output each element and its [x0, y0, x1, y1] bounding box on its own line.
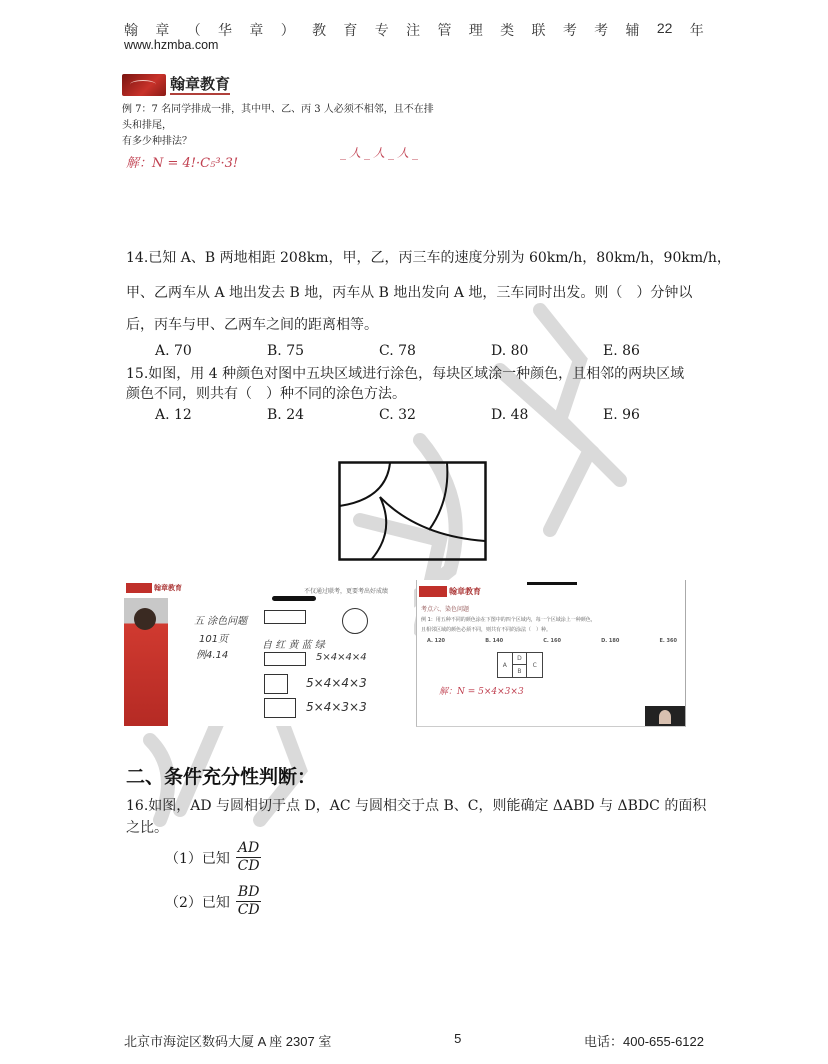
footer-phone: 电话：400-655-6122 [584, 1034, 704, 1049]
fraction-denominator: CD [237, 902, 260, 918]
fraction [236, 840, 261, 875]
option-c: C. 160 [543, 638, 561, 644]
fraction-numerator: AD [237, 840, 260, 856]
option-a: A. 120 [427, 638, 446, 644]
header-url[interactable]: www.hzmba.com [124, 38, 219, 52]
handwritten-formula: 5×4×4×4 [316, 652, 367, 663]
header-char: 考 [562, 22, 577, 38]
presenter-head-icon [659, 710, 671, 724]
option-b: B. 75 [267, 343, 305, 359]
question-15-options [155, 407, 715, 423]
handwritten-note: 101页 [199, 634, 229, 645]
option-e: E. 86 [603, 343, 640, 359]
option-c: C. 32 [379, 407, 416, 423]
handwritten-note: 自 红 黄 蓝 绿 [262, 640, 325, 651]
hand-drawn-circle [342, 608, 368, 634]
example-text: 例 1：用五种不同的颜色涂在下图中的四个区域内，每一个区域涂上一种颜色， [421, 617, 596, 623]
four-region-grid [497, 652, 543, 678]
example-line: 例 7：7 名同学排成一排，其中甲、乙、丙 3 人必须不相邻，且不在排头和排尾， [122, 104, 434, 131]
question-15-line: 颜色不同，则共有（ ）种不同的涂色方法。 [126, 386, 406, 402]
logo-mark-icon [419, 586, 447, 597]
brand-logo [126, 583, 182, 593]
brand-logo [122, 74, 442, 96]
header-char: 考 [594, 22, 609, 38]
presenter-head-icon [134, 608, 156, 630]
handwritten-solution: 解：N = 5×4×3×3 [439, 687, 524, 697]
header-char: 章 [249, 22, 264, 38]
header-char: 理 [468, 22, 483, 38]
toolbar-bar [272, 596, 316, 601]
option-d: D. 180 [601, 638, 620, 644]
option-d: D. 80 [491, 343, 529, 359]
example-snippet-image [122, 74, 442, 184]
handwritten-note: 五 涂色问题 [194, 616, 248, 627]
region-label: D [513, 653, 528, 665]
slogan: 不仅通过联考，更要考出好成绩 [304, 588, 389, 595]
header-char: 22 [656, 20, 673, 36]
question-14-line: 甲、乙两车从 A 地出发去 B 地，丙车从 B 地出发向 A 地，三车同时出发。则（ ）分钟以 [126, 285, 693, 301]
example-options [427, 638, 677, 644]
logo-text: 翰章教育 [154, 584, 182, 592]
brand-logo [419, 586, 481, 597]
logo-mark-icon [126, 583, 152, 593]
fraction [236, 884, 262, 919]
header-char: 类 [500, 22, 515, 38]
logo-text: 翰章教育 [170, 75, 231, 93]
header-char: 专 [374, 22, 389, 38]
example-text: 且相邻区域的颜色必须不同，则共有不同的涂法（ ）种。 [421, 627, 552, 633]
five-region-diagram [338, 461, 488, 562]
logo-text: 翰章教育 [449, 587, 481, 596]
example-question [122, 102, 442, 150]
footer-address: 北京市海淀区数码大厦 A 座 2307 室 [124, 1034, 332, 1049]
lecture-screenshot-1 [124, 580, 414, 726]
question-16-line: 之比。 [126, 820, 168, 836]
hand-drawn-grid [264, 698, 296, 718]
header-char: 翰 [124, 22, 138, 38]
presenter-video [124, 598, 168, 726]
hand-drawn-grid [264, 610, 306, 624]
region-label: B [513, 665, 528, 677]
header-char: 华 [218, 22, 233, 38]
header-char: 注 [406, 22, 421, 38]
page-number: 5 [454, 1031, 462, 1046]
option-c: C. 78 [379, 343, 416, 359]
hand-drawn-grid [264, 652, 306, 666]
option-d: D. 48 [491, 407, 529, 423]
topic-title: 考点六、染色问题 [421, 606, 470, 613]
toolbar-bar [527, 582, 577, 585]
logo-mark-icon [122, 74, 166, 96]
header-char: 联 [531, 22, 546, 38]
page-footer [124, 1031, 704, 1050]
fraction-numerator: BD [237, 884, 260, 900]
option-a: A. 12 [155, 407, 192, 423]
handwritten-solution: 解：N = 4!·C₅³·3! [126, 156, 239, 171]
condition-1 [165, 840, 261, 875]
handwritten-formula: 5×4×3×3 [306, 700, 367, 714]
header-char: 育 [343, 22, 358, 38]
question-16-line: 16.如图，AD 与圆相切于点 D，AC 与圆相交于点 B、C，则能确定 ΔABD 与 ΔBDC 的面积 [126, 798, 707, 814]
handwritten-note: 例4.14 [196, 650, 229, 661]
option-a: A. 70 [155, 343, 192, 359]
region-label: A [498, 653, 513, 677]
option-e: E. 96 [603, 407, 640, 423]
handwritten-sketch: _人_人_人_ [340, 146, 422, 160]
header-char: 年 [689, 22, 704, 38]
section-title: 二、条件充分性判断： [126, 766, 317, 788]
fraction-denominator: CD [237, 858, 260, 874]
header-char: 辅 [625, 22, 640, 38]
condition-2 [165, 884, 261, 919]
page-header [124, 20, 704, 40]
question-14-line: 后，丙车与甲、乙两车之间的距离相等。 [126, 317, 378, 333]
handwritten-formula: 5×4×4×3 [306, 676, 367, 690]
condition-label: （2）已知 [165, 894, 230, 911]
lecture-screenshot-2 [416, 580, 686, 727]
example-line: 有多少种排法？ [122, 136, 192, 147]
header-char: ） [280, 22, 295, 38]
question-14-options [155, 343, 715, 359]
hand-drawn-grid [264, 674, 288, 694]
question-15-line: 15.如图，用 4 种颜色对图中五块区域进行涂色，每块区域涂一种颜色，且相邻的两块区域 [126, 366, 685, 382]
region-label: C [532, 661, 537, 669]
question-14-line: 14.已知 A、B 两地相距 208km，甲，乙，丙三车的速度分别为 60km/h，80km/h，90km/h， [126, 250, 731, 266]
header-char: 教 [312, 22, 327, 38]
header-char: 管 [437, 22, 452, 38]
header-char: （ [186, 22, 201, 38]
option-b: B. 24 [267, 407, 305, 423]
condition-label: （1）已知 [165, 850, 230, 867]
presenter-video [645, 706, 685, 726]
option-e: E. 360 [659, 638, 677, 644]
header-char: 章 [155, 22, 170, 38]
option-b: B. 140 [485, 638, 504, 644]
